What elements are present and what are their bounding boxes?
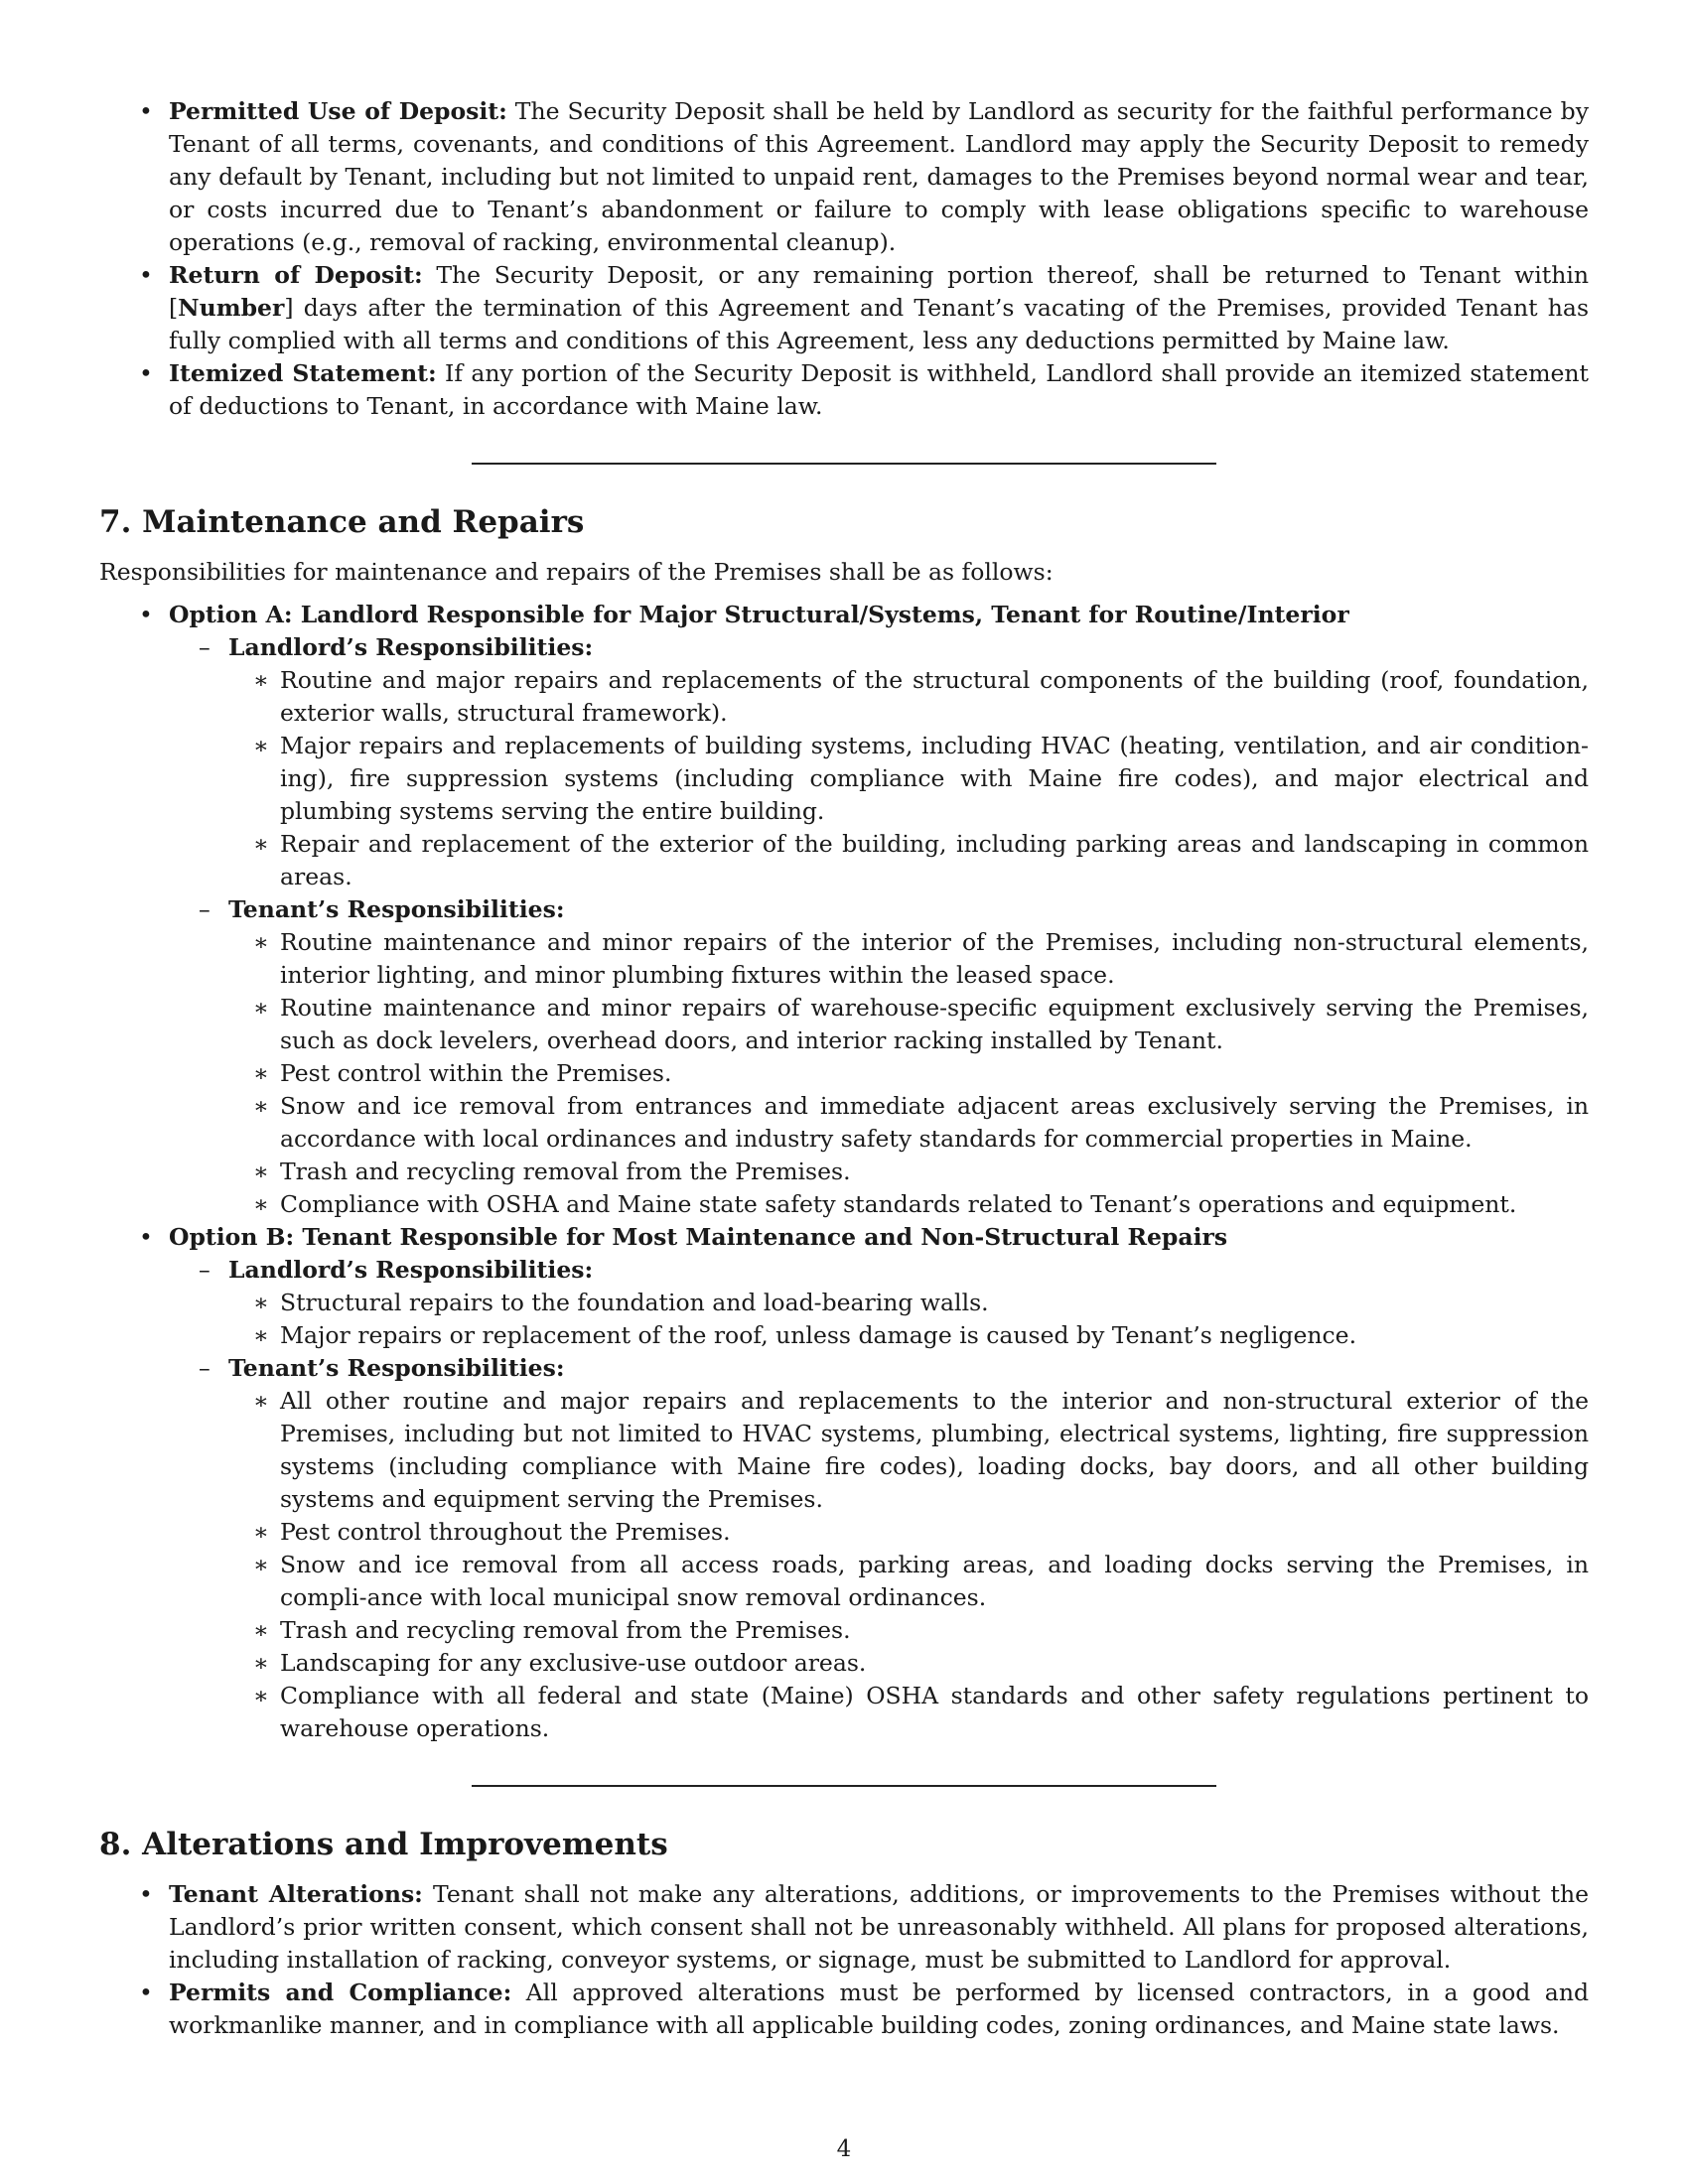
page-number: 4 — [836, 2136, 852, 2162]
list-item: ∗ Repair and replacement of the exterior of the building, including parking areas and landscaping in common areas. — [228, 828, 1589, 893]
section-divider — [472, 463, 1216, 465]
group-label: Tenant’s Responsibilities: — [228, 1354, 565, 1382]
list-item: ∗ Pest control throughout the Premises. — [228, 1516, 1589, 1549]
responsibility-list — [228, 664, 1589, 893]
page-content — [99, 95, 1589, 2042]
item-label: Tenant Alterations: — [169, 1880, 423, 1908]
responsibility-groups — [169, 631, 1589, 1221]
list-item: ∗ Pest control within the Premises. — [228, 1057, 1589, 1090]
responsibility-list — [228, 926, 1589, 1221]
list-item — [99, 357, 1589, 423]
group-label: Landlord’s Responsibilities: — [228, 633, 594, 661]
list-item: ∗ Routine maintenance and minor repairs of the interior of the Premises, including non-structural elements, interior lighting, and minor plumbing fixtures within the leased space. — [228, 926, 1589, 992]
list-item — [99, 259, 1589, 357]
list-item: ∗ Compliance with all federal and state (Maine) OSHA standards and other safety regulations pertinent to warehouse operations. — [228, 1680, 1589, 1745]
section-intro: Responsibilities for maintenance and repairs of the Premises shall be as follows: — [99, 558, 1054, 586]
deposit-list — [99, 95, 1589, 423]
responsibility-list — [228, 1385, 1589, 1745]
item-label: Permits and Compliance: — [169, 1979, 512, 2006]
list-item: ∗ Major repairs or replacement of the roof, unless damage is caused by Tenant’s negligence. — [228, 1319, 1589, 1352]
list-item: ∗ Trash and recycling removal from the Premises. — [228, 1156, 1589, 1188]
number-placeholder: Number — [178, 294, 285, 322]
list-item: ∗ Routine maintenance and minor repairs of warehouse-specific equipment exclusively serving the Premises, such as dock levelers, overhead doors, and interior racking installed by Tenant. — [228, 992, 1589, 1057]
responsibility-list — [228, 1287, 1589, 1352]
list-item — [99, 1977, 1589, 2042]
item-text: If any portion of the Security Deposit is withheld, Landlord shall provide an itemized statement of deductions to Tenant, in accordance with Maine law. — [169, 359, 1589, 420]
item-text: ] days after the termination of this Agreement and Tenant’s vacating of the Premises, provided Tenant has fully complied with all terms and conditions of this Agreement, less any deductions permitted by Maine law. — [169, 294, 1589, 354]
section-heading: 8. Alterations and Improvements — [99, 1827, 668, 1862]
tenant-responsibilities — [169, 893, 1589, 1221]
list-item: ∗ Routine and major repairs and replacements of the structural components of the building (roof, foundation, exterior walls, structural framework). — [228, 664, 1589, 730]
group-label: Tenant’s Responsibilities: — [228, 895, 565, 923]
alterations-list — [99, 1878, 1589, 2042]
list-item: ∗ Trash and recycling removal from the Premises. — [228, 1614, 1589, 1647]
item-text: The Security Deposit, or any remaining portion thereof, shall be returned to Tenant within [ — [169, 261, 1589, 322]
option-label: Option B: Tenant Responsible for Most Maintenance and Non-Structural Repairs — [169, 1223, 1228, 1251]
option-label: Option A: Landlord Responsible for Major Structural/Systems, Tenant for Routine/Interior — [169, 601, 1349, 628]
item-label: Permitted Use of Deposit: — [169, 97, 507, 125]
list-item — [99, 1878, 1589, 1977]
option-a — [99, 599, 1589, 1221]
tenant-responsibilities — [169, 1352, 1589, 1745]
list-item: ∗ All other routine and major repairs and replacements to the interior and non-structural exterior of the Premises, including but not limited to HVAC systems, plumbing, electrical systems, lighting, fire suppression systems (including compliance with Maine fire codes), loading docks, bay doors, and all other building systems and equipment serving the Premises. — [228, 1385, 1589, 1516]
list-item: ∗ Structural repairs to the foundation and load-bearing walls. — [228, 1287, 1589, 1319]
item-text: The Security Deposit shall be held by Landlord as security for the faithful performance by Tenant of all terms, covenants, and conditions of this Agreement. Landlord may apply the Security Deposit to remedy any default by Tenant, including but not limited to unpaid rent, damages to the Premises beyond normal wear and tear, or costs incurred due to Tenant’s abandonment or failure to comply with lease obligations specific to warehouse operations (e.g., removal of racking, environmental cleanup). — [169, 97, 1589, 256]
list-item: ∗ Major repairs and replacements of building systems, including HVAC (heating, ventilation, and air condition-ing), fire suppression systems (including compliance with Maine fire codes), and major electrical and plumbing systems serving the entire building. — [228, 730, 1589, 828]
responsibility-groups — [169, 1254, 1589, 1745]
item-text: Tenant shall not make any alterations, additions, or improvements to the Premises without the Landlord’s prior written consent, which consent shall not be unreasonably withheld. All plans for proposed alterations, including installation of racking, conveyor systems, or signage, must be submitted to Landlord for approval. — [169, 1880, 1589, 1974]
list-item: ∗ Landscaping for any exclusive-use outdoor areas. — [228, 1647, 1589, 1680]
section-heading: 7. Maintenance and Repairs — [99, 504, 585, 540]
landlord-responsibilities — [169, 1254, 1589, 1352]
group-label: Landlord’s Responsibilities: — [228, 1256, 594, 1284]
item-label: Return of Deposit: — [169, 261, 423, 289]
item-text: All approved alterations must be performed by licensed contractors, in a good and workmanlike manner, and in compliance with all applicable building codes, zoning ordinances, and Maine state laws. — [169, 1979, 1589, 2039]
landlord-responsibilities — [169, 631, 1589, 893]
list-item — [99, 95, 1589, 259]
section-divider — [472, 1785, 1216, 1787]
option-b — [99, 1221, 1589, 1745]
options-list — [99, 599, 1589, 1745]
list-item: ∗ Compliance with OSHA and Maine state safety standards related to Tenant’s operations and equipment. — [228, 1188, 1589, 1221]
list-item: ∗ Snow and ice removal from entrances and immediate adjacent areas exclusively serving the Premises, in accordance with local ordinances and industry safety standards for commercial properties in Maine. — [228, 1090, 1589, 1156]
item-label: Itemized Statement: — [169, 359, 437, 387]
list-item: ∗ Snow and ice removal from all access roads, parking areas, and loading docks serving the Premises, in compli-ance with local municipal snow removal ordinances. — [228, 1549, 1589, 1614]
